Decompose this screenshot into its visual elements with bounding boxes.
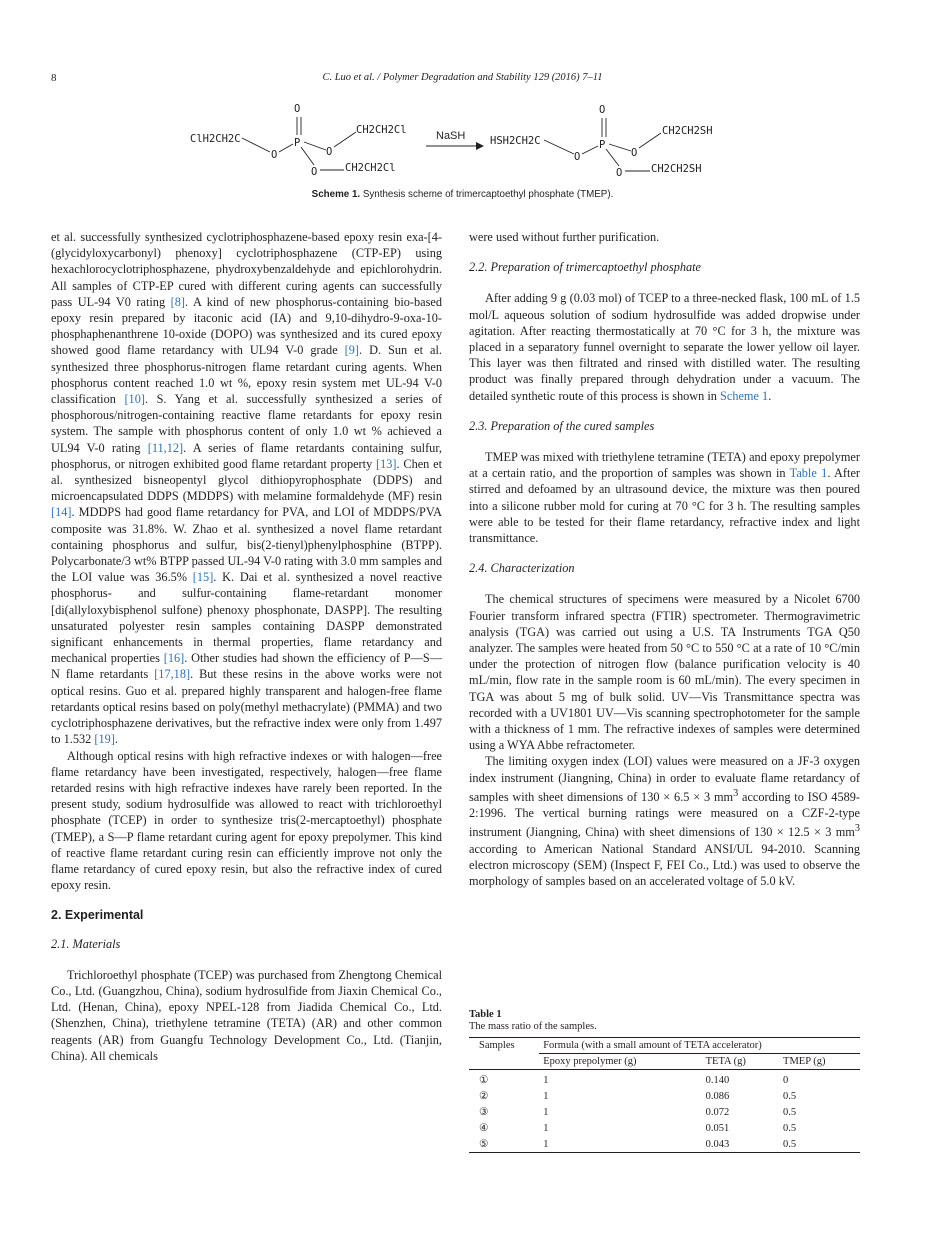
subsection-heading: 2.4. Characterization <box>469 561 575 576</box>
scheme-caption <box>0 189 925 200</box>
subsection-heading: 2.2. Preparation of trimercaptoethyl phosphate <box>469 260 702 275</box>
mass-ratio-table <box>469 1037 860 1153</box>
cell-tmep: 0.5 <box>783 1122 797 1134</box>
cell-epoxy: 1 <box>543 1090 549 1102</box>
right-column <box>469 229 860 889</box>
cell-sample: ⑤ <box>479 1139 489 1150</box>
paragraph: Although optical resins with high refractive indexes or with halogen—free flame retardancy have been investigated, respectively, halogen—free flame retarded resins with high refractive indexes have rarely been reported. In the present study, sodium hydrosulfide was allowed to react with trichloroethyl phosphate (TCEP) in order to synthesize tris(2-mercaptoethyl) phosphate (TMEP), a S—P flame retardant curing agent for epoxy prepolymer. This kind of reactive flame retardant curing resin can efficiently improve not only the flame retardancy of cured epoxy resin, but also the refractive index of cured epoxy resin. <box>51 748 442 893</box>
text: . A series of flame retardants containing sulfur, phosphorus, or nitrogen exhibited good flame retardant property <box>51 440 442 471</box>
superscript: 3 <box>854 823 860 835</box>
table-row <box>469 1136 860 1153</box>
superscript: 3 <box>733 787 739 799</box>
subsection-heading: 2.3. Preparation of the cured samples <box>469 418 655 433</box>
text: . K. Dai et al. synthesized a novel reactive phosphorus- and sulfur-containing flame-retardant monomer [di(allyloxybisphenol sulfone) phenoxy phosphonate, DASPP]. The resulting unsaturated polyester resin samples containing DASPP demonstrated significant enhancements in thermal properties, flame retardancy and mechanical properties <box>51 570 442 666</box>
text: . S. Yang et al. successfully synthesized a series of phosphorous/nitrogen-containing reactive flame retardants for epoxy resin system. The sample with phosphorus content of only 1.0 wt % achieved a UL94 V-0 rating <box>51 392 442 455</box>
text: . <box>114 732 118 747</box>
cell-tmep: 0.5 <box>783 1090 797 1102</box>
left-column <box>51 229 442 1064</box>
citation-link[interactable]: [17,18] <box>154 667 191 682</box>
cell-tmep: 0.5 <box>783 1138 797 1150</box>
atom-o-top: O <box>294 103 301 115</box>
atom-o: O <box>311 166 318 178</box>
citation-link[interactable]: [15] <box>192 570 214 585</box>
text: . A kind of new phosphorus-containing bio-based epoxy resin prepared by itaconic acid (IA) and 9,10-dihydro-9-oxa-10-phosphaphenanthrene 10-oxide (DOPO) was synthesized and its cured epoxy showed good flame retardancy with UL94 V-0 grade <box>51 294 442 358</box>
scheme-caption-label: Scheme 1. <box>311 189 361 200</box>
text: . But these resins in the above works were not optical resins. Guo et al. prepared highly transparent and halogen-free flame retardants optical resins based on poly(methyl methacrylate) (PMMA) and two cyclotriphosphazene derivatives, but the refractive index were only from 1.497 to 1.532 <box>51 667 443 747</box>
cell-epoxy: 1 <box>543 1122 549 1134</box>
cell-tmep: 0 <box>783 1074 789 1086</box>
text: . Chen et al. synthesized bisneopentyl glycol dithiopyrophosphate (DDPS) and microencapsulated DDPS (MDDPS) with melamine formaldehyde (MF) resin <box>51 456 442 504</box>
table-caption: The mass ratio of the samples. <box>469 1021 597 1032</box>
col-header-epoxy: Epoxy prepolymer (g) <box>543 1056 637 1067</box>
atom-p-right: P <box>599 139 606 151</box>
text: . MDDPS had good flame retardancy for PVA, and LOI of MDDPS/PVA composite was 31.8%. W. Zhao et al. synthesized a novel flame retardant containing phosphorus and sulfur, bis(2-tienyl)phenylphosphine (BTPP). Polycarbonate/3 wt% BTPP passed UL-94 V-0 rating with 3.0 mm samples and the LOI value was 36.5% <box>51 505 442 585</box>
text: The limiting oxygen index (LOI) values were measured on a JF-3 oxygen index instrument (Jiangning, China) in order to evaluate flame retardancy of samples with sheet dimensions of 130 × 6.5 × 3 mm <box>469 754 860 804</box>
bond <box>606 149 619 166</box>
paragraph <box>469 290 860 403</box>
cell-teta: 0.043 <box>705 1138 730 1150</box>
paragraph <box>51 229 442 748</box>
section-heading: 2. Experimental <box>51 908 144 923</box>
cell-sample: ① <box>479 1075 489 1086</box>
scheme-link[interactable]: Scheme 1 <box>720 388 769 403</box>
scheme-caption-text: Synthesis scheme of trimercaptoethyl phosphate (TMEP). <box>362 189 614 200</box>
right-chain-text: HSH2CH2C <box>490 135 541 147</box>
citation-link[interactable]: [13] <box>376 456 397 471</box>
bond <box>279 144 293 152</box>
paragraph: The chemical structures of specimens were measured by a Nicolet 6700 Fourier transform infrared spectra (FTIR) spectrometer. Thermogravimetric analysis (TGA) was carried out using a U.S. TA Instruments TGA Q50 analyzer. The samples were heated from 50 °C to 550 °C at a rate of 10 °C/min under the protection of nitrogen flow (balance purification velocity is 40 mL/min, flow rate in the sample room is 60 mL/min). The every specimen in TGA was about 5 mg of bulk solid. UV—Vis Transmittance spectra was recorded with a UV1801 UV—Vis scanning spectrophotometer for the sample with a thickness of 1 mm. The refractive indexes of samples were determined using a WYA Abbe refractometer. <box>469 592 860 753</box>
text: . <box>768 388 772 403</box>
cell-teta: 0.140 <box>705 1074 730 1086</box>
bond <box>301 147 314 165</box>
atom-o: O <box>574 151 581 163</box>
col-header-teta: TETA (g) <box>705 1056 746 1067</box>
reagent-label: NaSH <box>436 130 466 142</box>
text: according to ISO 4589-2:1996. The vertical burning ratings were measured on a CZF-2-type instrument (Jiangning, China) with sheet dimensions of 130 × 12.5 × 3 mm <box>469 789 860 840</box>
paragraph <box>469 449 860 546</box>
table-row <box>469 1072 860 1088</box>
citation-link[interactable]: [10] <box>124 392 145 407</box>
citation-link[interactable]: [8] <box>170 294 185 309</box>
bond <box>544 140 574 154</box>
reaction-arrow-head <box>476 142 484 150</box>
text: . D. Sun et al. synthesized three phosphorus-nitrogen flame retardant curing agents. When phosphorus content reached 1.0 wt %, epoxy resin system met UL-94 V-0 classification <box>51 343 442 407</box>
col-header-samples: Samples <box>479 1040 515 1051</box>
text: TMEP was mixed with triethylene tetramine (TETA) and epoxy prepolymer at a certain ratio, and the proportion of samples was shown in <box>469 450 860 481</box>
bond <box>334 132 356 147</box>
left-chain-text: ClH2CH2C <box>190 133 241 145</box>
cell-tmep: 0.5 <box>783 1106 797 1118</box>
cell-sample: ② <box>479 1091 489 1102</box>
atom-o: O <box>616 167 623 179</box>
bond <box>639 133 661 148</box>
paragraph: were used without further purification. <box>469 230 660 244</box>
text: according to American National Standard ANSI/UL 94-2010. Scanning electron microscopy (SEM) (Inspect F, FEI Co., Ltd.) was used to observe the morphology of samples based on an accelerated voltage of 5.0 kV. <box>469 841 860 889</box>
citation-link[interactable]: [9] <box>344 343 360 358</box>
left-lower-chain: CH2CH2Cl <box>345 162 396 174</box>
cell-teta: 0.072 <box>705 1106 730 1118</box>
col-header-tmep: TMEP (g) <box>783 1056 826 1067</box>
text: . After stirred and defoamed by an ultrasound device, the mixture was then poured into a silicone rubber mold for curing at 70 °C for 3 h. The resulting samples were able to be tested for their flame retardancy, refractive index and light transmittance. <box>469 466 860 546</box>
table-row <box>469 1104 860 1120</box>
cell-sample: ③ <box>479 1107 489 1118</box>
atom-o: O <box>271 149 278 161</box>
bond <box>242 138 270 152</box>
table-1 <box>469 1009 860 1153</box>
citation-link[interactable]: [16] <box>163 651 185 666</box>
text: After adding 9 g (0.03 mol) of TCEP to a three-necked flask, 100 mL of 1.5 mol/L aqueous solution of sodium hydrosulfide was added dropwise under agitation. After reacting thermostatically at 70 °C for 3 h, the mixture was placed in a separatory funnel overnight to separate the lower yellow oil layer. This layer was then filtrated and rinsed with distilled water. The resulting product was finally prepared through dehydration under a vacuum. The detailed synthetic route of this process is shown in <box>469 291 860 403</box>
table-link[interactable]: Table 1 <box>789 466 828 481</box>
cell-teta: 0.051 <box>705 1122 730 1134</box>
table-label: Table 1 <box>469 1009 502 1020</box>
paragraph <box>469 753 860 889</box>
cell-sample: ④ <box>479 1123 489 1134</box>
scheme-1-diagram <box>180 100 740 185</box>
text: . Other studies had shown the efficiency of P—S—N flame retardants <box>51 651 442 682</box>
paragraph: Trichloroethyl phosphate (TCEP) was purchased from Zhengtong Chemical Co., Ltd. (Guangzhou, China), sodium hydrosulfide from Jiaxin Chemical Co., Ltd. (Henan, China), epoxy NPEL-128 from Jiadida Chemical Co., Ltd. (Shenzhen, China), triethylene tetramine (TETA) (AR) and other common reagents (AR) from Guangfu Technology Development Co., Ltd. (Tianjin, China). All chemicals <box>51 967 442 1063</box>
right-upper-chain: CH2CH2SH <box>662 125 713 137</box>
cell-epoxy: 1 <box>543 1138 549 1150</box>
cell-teta: 0.086 <box>705 1090 730 1102</box>
bond <box>582 146 598 154</box>
citation-link[interactable]: [14] <box>51 505 72 520</box>
atom-o: O <box>631 147 638 159</box>
left-upper-chain: CH2CH2Cl <box>356 124 407 136</box>
atom-p-left: P <box>294 137 301 149</box>
citation-link[interactable]: [19] <box>94 732 115 747</box>
table-row <box>469 1088 860 1104</box>
cell-epoxy: 1 <box>543 1074 549 1086</box>
reaction-scheme-svg <box>180 100 740 185</box>
col-header-formula: Formula (with a small amount of TETA accelerator) <box>539 1038 860 1054</box>
atom-o: O <box>326 146 333 158</box>
table-row <box>469 1120 860 1136</box>
right-lower-chain: CH2CH2SH <box>651 163 702 175</box>
page-number: 8 <box>51 72 57 84</box>
atom-o-top: O <box>599 104 606 116</box>
citation-link[interactable]: [11,12] <box>147 440 184 455</box>
subsection-heading: 2.1. Materials <box>51 936 121 951</box>
text: et al. successfully synthesized cyclotriphosphazene-based epoxy resin exa-[4-(glycidyloxycarbonyl) phenoxy] cyclotriphosphazene (CTP-EP) using hexachlorocyclotriphosphazene, phydroxybenzaldehyde and epichlorohydrin. All samples of CTP-EP cured with different curing agents can successfully pass UL-94 V0 rating <box>51 230 442 309</box>
bond <box>304 142 326 150</box>
cell-epoxy: 1 <box>543 1106 549 1118</box>
running-head: C. Luo et al. / Polymer Degradation and Stability 129 (2016) 7–11 <box>322 72 603 83</box>
bond <box>609 144 631 151</box>
